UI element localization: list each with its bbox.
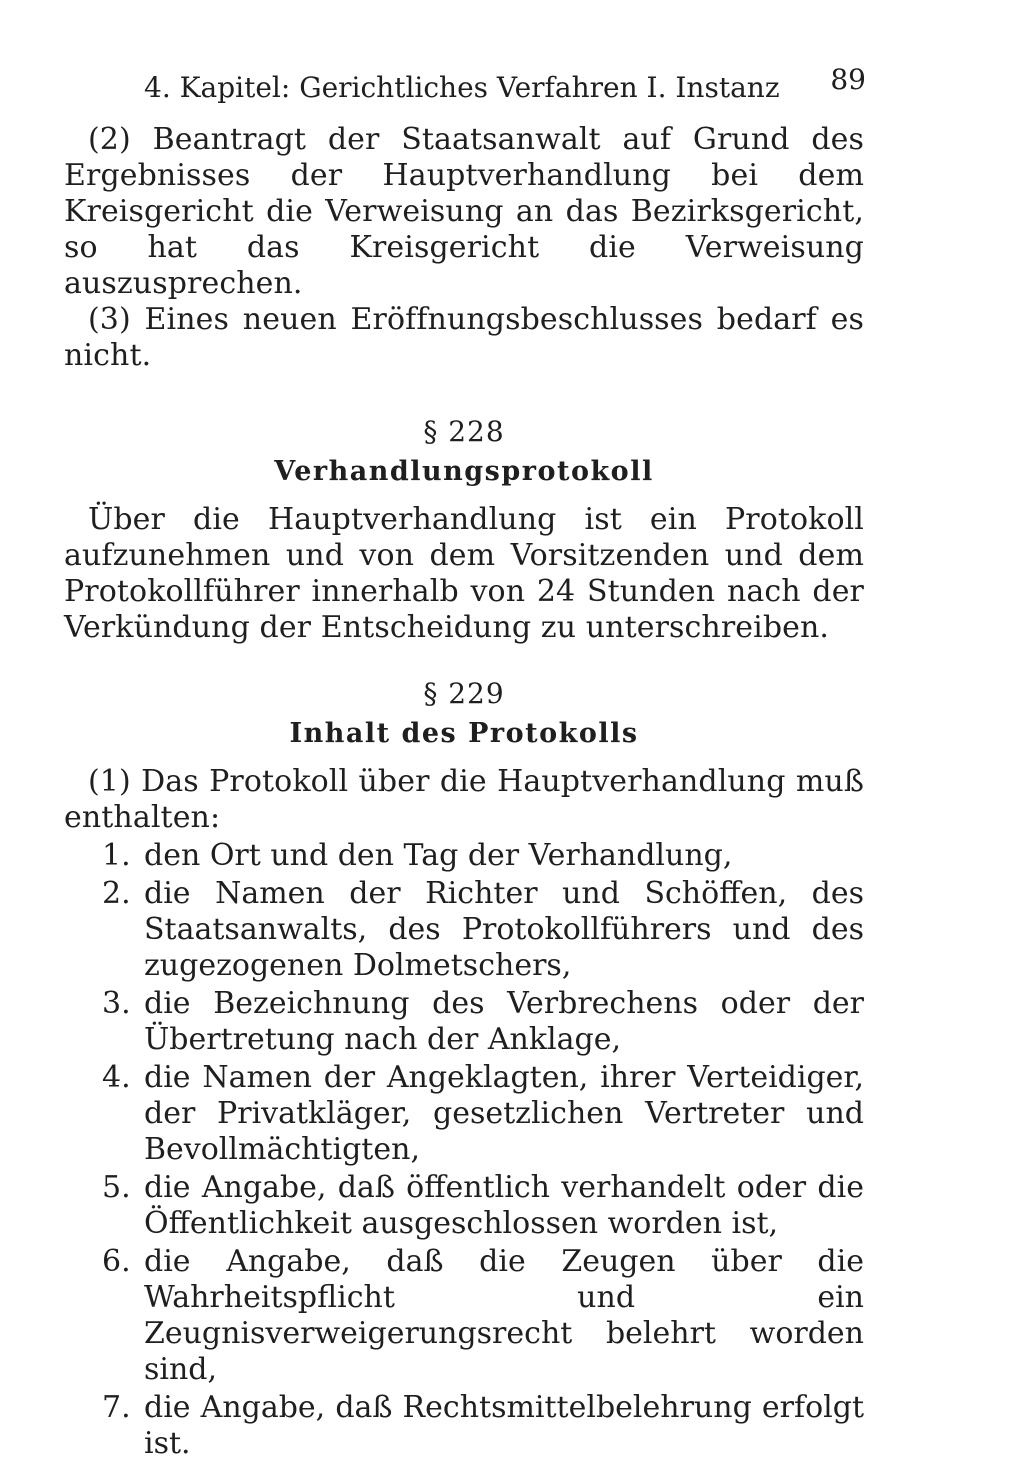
list-item — [64, 986, 864, 1058]
list-item-number: 3. — [102, 986, 131, 1021]
list-item-text: die Bezeichnung des Verbrechens oder der Übertretung nach der Anklage, — [144, 986, 864, 1057]
document-page — [64, 56, 864, 1462]
protocol-content-list — [64, 838, 864, 1462]
list-item-text: die Namen der Angeklagten, ihrer Verteidiger, der Privatkläger, gesetzlichen Vertreter und Bevollmächtigten, — [144, 1060, 864, 1167]
paragraph-3: (3) Eines neuen Eröffnungsbeschlusses bedarf es nicht. — [64, 302, 864, 373]
list-item — [64, 1390, 864, 1462]
section-228-text: Über die Hauptverhandlung ist ein Protokoll aufzunehmen und von dem Vorsitzenden und dem Protokollführer innerhalb von 24 Stunden nach der Verkündung der Entscheidung zu unterschreiben. — [64, 502, 864, 645]
list-item — [64, 1060, 864, 1168]
list-item-number: 7. — [102, 1390, 131, 1425]
list-item — [64, 1244, 864, 1388]
list-item-number: 4. — [102, 1060, 131, 1095]
section-229-intro: (1) Das Protokoll über die Hauptverhandlung muß enthalten: — [64, 764, 864, 835]
section-229-title: Inhalt des Protokolls — [289, 718, 639, 749]
list-item-number: 2. — [102, 876, 131, 911]
list-item-text: die Angabe, daß die Zeugen über die Wahrheitspflicht und ein Zeugnisverweigerungsrecht belehrt worden sind, — [144, 1244, 864, 1387]
list-item-number: 5. — [102, 1170, 131, 1205]
section-229-number: § 229 — [423, 677, 505, 710]
list-item-text: den Ort und den Tag der Verhandlung, — [144, 838, 733, 873]
list-item-text: die Namen der Richter und Schöffen, des Staatsanwalts, des Protokollführers und des zugezogenen Dolmetschers, — [144, 876, 864, 983]
list-item-text: die Angabe, daß Rechtsmittelbelehrung erfolgt ist. — [144, 1390, 864, 1461]
chapter-title: 4. Kapitel: Gerichtliches Verfahren I. Instanz — [144, 71, 780, 104]
section-228-number: § 228 — [423, 415, 505, 448]
list-item-text: die Angabe, daß öffentlich verhandelt oder die Öffentlichkeit ausgeschlossen worden ist, — [144, 1170, 864, 1241]
list-item — [64, 838, 864, 874]
list-item-number: 1. — [102, 838, 131, 873]
section-228-title: Verhandlungsprotokoll — [274, 456, 654, 487]
list-item — [64, 1170, 864, 1242]
running-head — [64, 56, 866, 104]
paragraph-2: (2) Beantragt der Staatsanwalt auf Grund des Ergebnisses der Hauptverhandlung bei dem Kreisgericht die Verweisung an das Bezirksgericht, so hat das Kreisgericht die Verweisung auszusprechen. — [64, 122, 864, 301]
list-item-number: 6. — [102, 1244, 131, 1279]
page-number: 89 — [830, 63, 866, 96]
list-item — [64, 876, 864, 984]
